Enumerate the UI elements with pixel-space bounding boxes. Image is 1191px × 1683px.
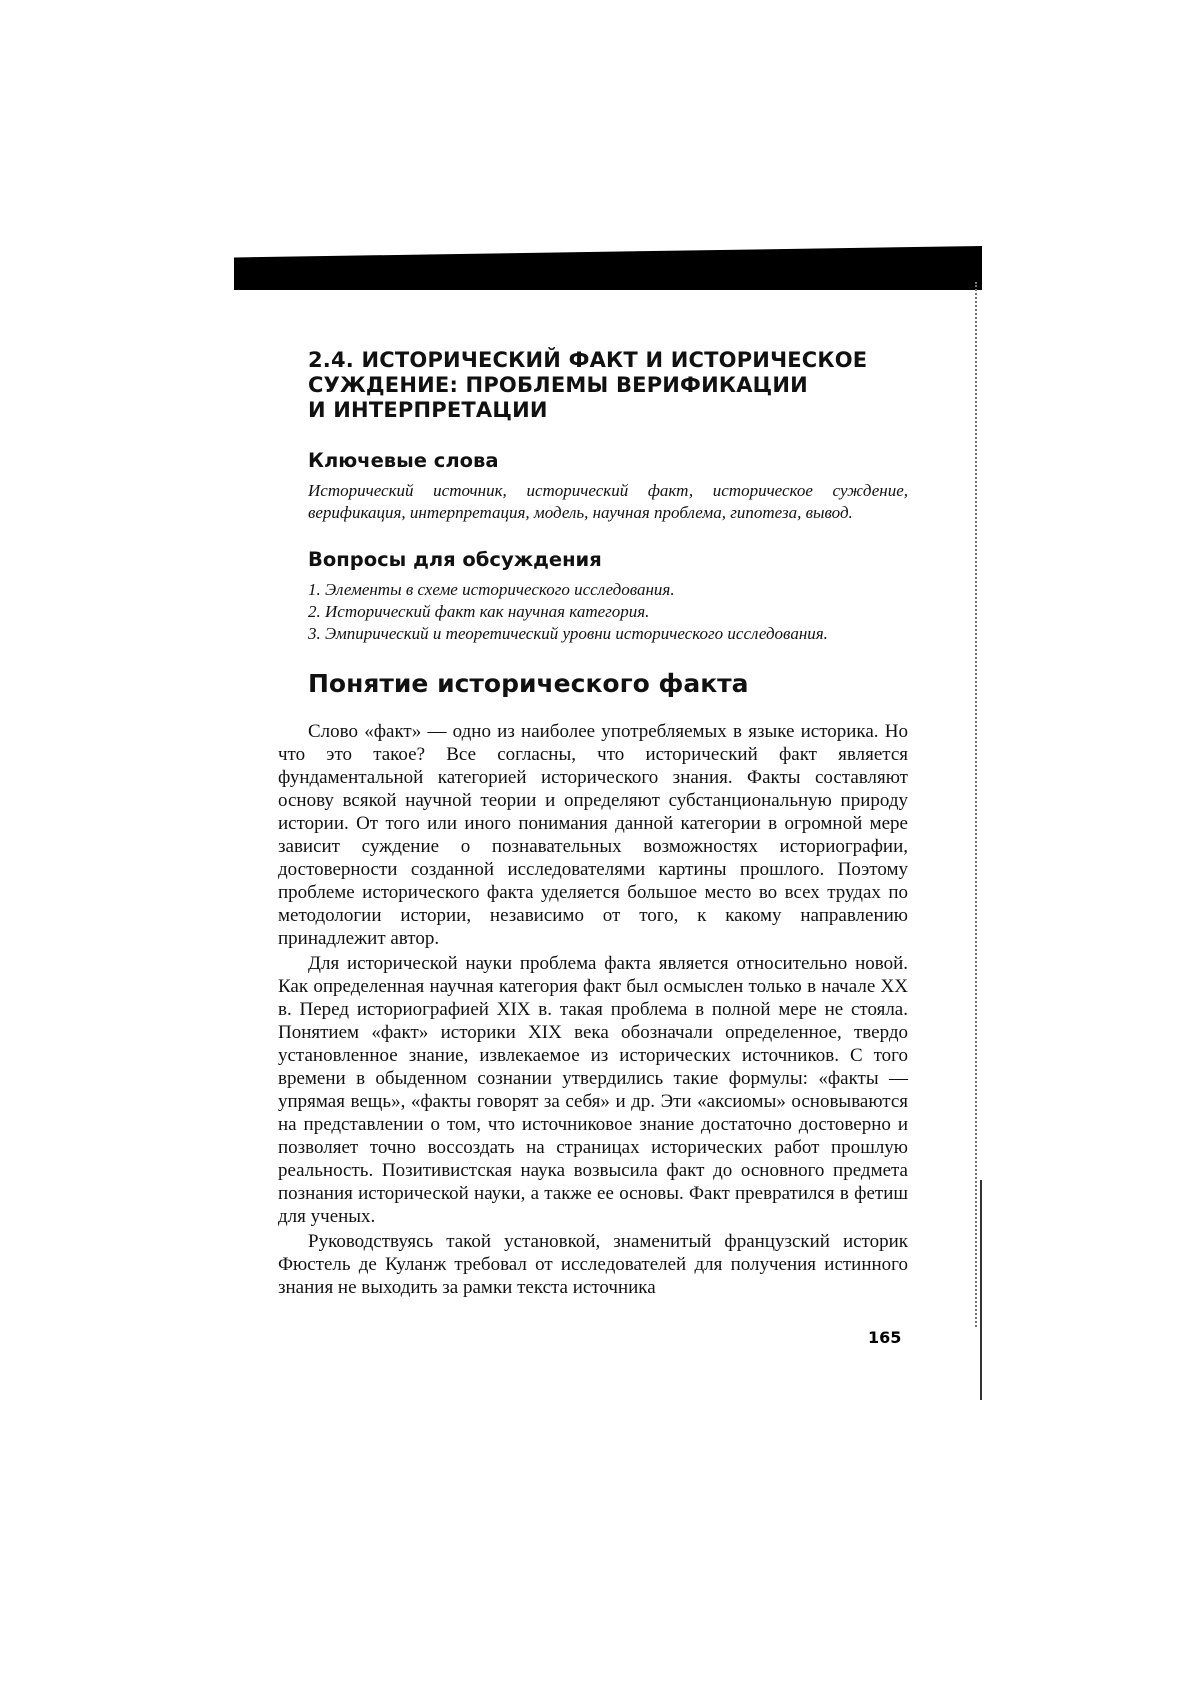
keywords-heading: Ключевые слова: [308, 449, 499, 472]
keywords-text: Исторический источник, исторический факт, историческое суждение, верификация, интерпретация, модель, научная проблема, гипотеза, вывод.: [308, 481, 908, 522]
page-content: [278, 348, 908, 1301]
section-title-line: 2.4. ИСТОРИЧЕСКИЙ ФАКТ И ИСТОРИЧЕСКОЕ: [308, 348, 868, 372]
chapter-heading: Понятие исторического факта: [308, 669, 749, 698]
paragraph: Для исторической науки проблема факта является относительно новой. Как определенная научная категория факт был осмыслен только в начале XX в. Перед историографией XIX в. такая проблема в полной мере не стояла. Понятием «факт» историки XIX века обозначали определенное, твердо установленное знание, извлекаемое из исторических источников. С того времени в обыденном сознании утвердились такие формулы: «факты — упрямая вещь», «факты говорят за себя» и др. Эти «аксиомы» основываются на представлении о том, что источниковое знание достаточно достоверно и позволяет точно воссоздать на страницах исторических работ прошлую реальность. Позитивистская наука возвысила факт до основного предмета познания исторической науки, а также ее основы. Факт превратился в фетиш для ученых.: [278, 953, 908, 1227]
question-item: 1. Элементы в схеме исторического исследования.: [308, 580, 675, 599]
section-title: [308, 348, 908, 423]
questions-list: [308, 579, 908, 645]
scan-edge-lower: [980, 1180, 982, 1400]
questions-heading: Вопросы для обсуждения: [308, 548, 602, 571]
header-bar: [234, 246, 982, 290]
question-item: 3. Эмпирический и теоретический уровни исторического исследования.: [308, 624, 828, 643]
scan-edge: [975, 282, 980, 1327]
page-number: 165: [868, 1328, 902, 1347]
question-item: 2. Исторический факт как научная категория.: [308, 602, 650, 621]
section-title-line: СУЖДЕНИЕ: ПРОБЛЕМЫ ВЕРИФИКАЦИИ: [308, 373, 808, 397]
body-text: [278, 720, 908, 1299]
paragraph: Слово «факт» — одно из наиболее употребляемых в языке историка. Но что это такое? Все согласны, что исторический факт является фундаментальной категорией исторического знания. Факты составляют основу всякой научной теории и определяют субстанциональную природу истории. От того или иного понимания данной категории в огромной мере зависит суждение о познавательных возможностях историографии, достоверности созданной исследователями картины прошлого. Поэтому проблеме исторического факта уделяется большое место во всех трудах по методологии истории, независимо от того, к какому направлению принадлежит автор.: [278, 721, 908, 949]
paragraph: Руководствуясь такой установкой, знаменитый французский историк Фюстель де Куланж требовал от исследователей для получения истинного знания не выходить за рамки текста источника: [278, 1231, 908, 1298]
section-title-line: И ИНТЕРПРЕТАЦИИ: [308, 398, 548, 422]
